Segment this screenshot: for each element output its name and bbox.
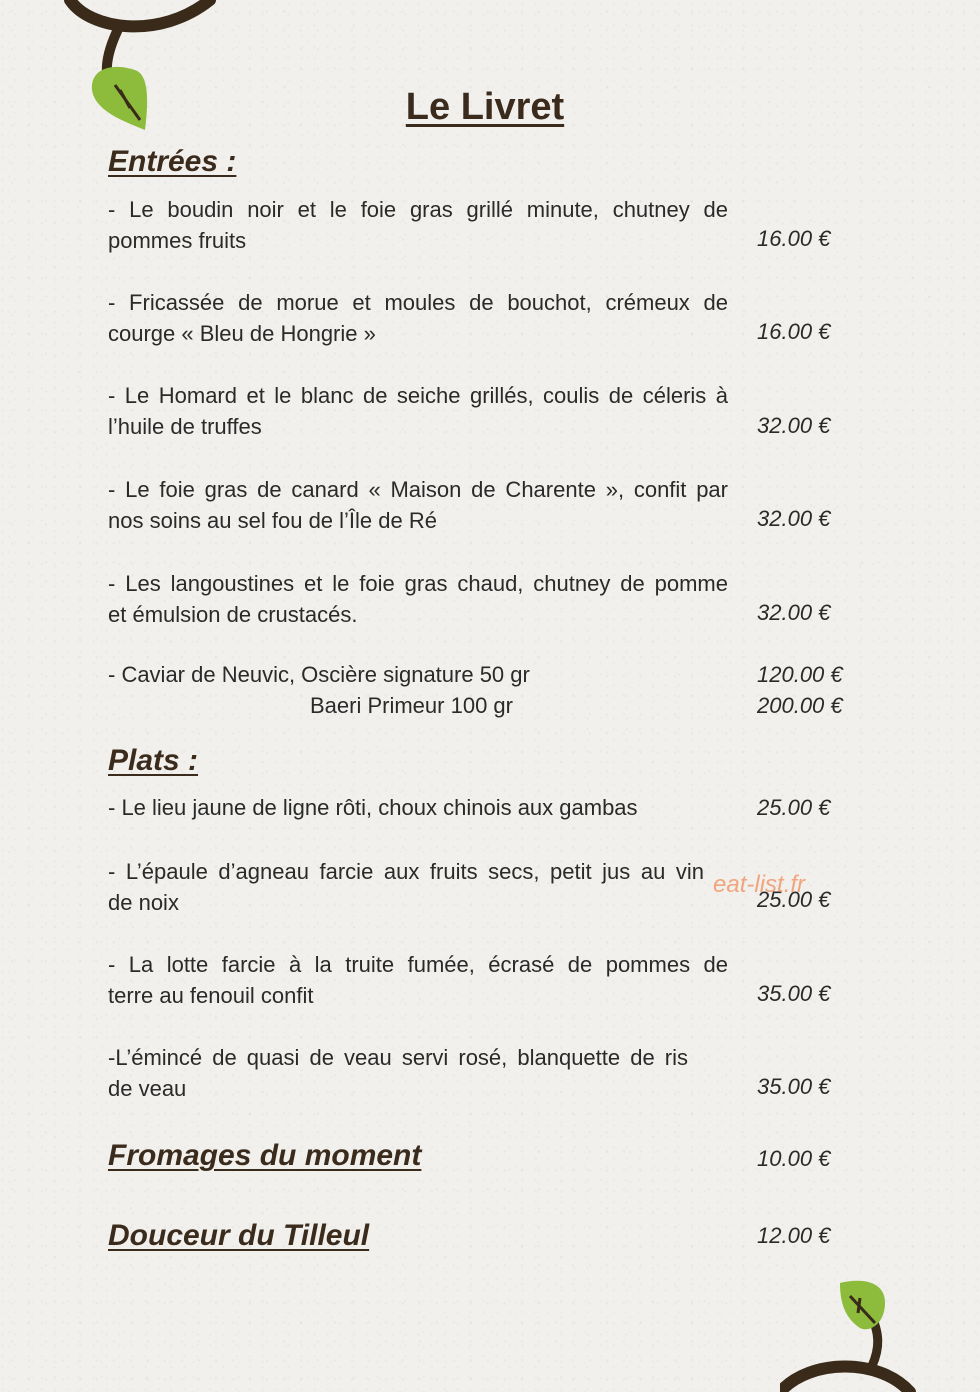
dish-caviar-line-2: Baeri Primeur 100 gr bbox=[310, 693, 513, 718]
price-caviar-1: 120.00 € bbox=[757, 662, 843, 687]
price-fromages: 10.00 € bbox=[757, 1146, 831, 1171]
price-plat-1: 25.00 € bbox=[757, 795, 831, 820]
section-heading-fromages: Fromages du moment bbox=[108, 1139, 422, 1172]
dish-entree-1: - Le boudin noir et le foie gras grillé minute, chutney de pommes fruits bbox=[108, 197, 728, 253]
price-entree-4: 32.00 € bbox=[757, 506, 831, 531]
price-plat-3: 35.00 € bbox=[757, 981, 831, 1006]
dish-plat-1: - Le lieu jaune de ligne rôti, choux chinois aux gambas bbox=[108, 795, 638, 820]
price-entree-3: 32.00 € bbox=[757, 413, 831, 438]
price-douceur: 12.00 € bbox=[757, 1223, 831, 1248]
page-title: Le Livret bbox=[405, 86, 565, 128]
section-heading-plats: Plats : bbox=[108, 744, 199, 777]
dish-entree-2: - Fricassée de morue et moules de bouchot, crémeux de courge « Bleu de Hongrie » bbox=[108, 290, 728, 346]
price-entree-1: 16.00 € bbox=[757, 226, 831, 251]
price-caviar-2: 200.00 € bbox=[757, 693, 843, 718]
dish-plat-3: - La lotte farcie à la truite fumée, écrasé de pommes de terre au fenouil confit bbox=[108, 952, 728, 1008]
price-plat-4: 35.00 € bbox=[757, 1074, 831, 1099]
dish-entree-4: - Le foie gras de canard « Maison de Charente », confit par nos soins au sel fou de l’Île de Ré bbox=[108, 477, 728, 533]
dish-entree-3: - Le Homard et le blanc de seiche grillés, coulis de céleris à l’huile de truffes bbox=[108, 383, 728, 439]
watermark-text: eat-list.fr bbox=[713, 871, 806, 898]
dish-plat-2: - L’épaule d’agneau farcie aux fruits secs, petit jus au vin de noix bbox=[108, 859, 704, 915]
dish-caviar-line-1: - Caviar de Neuvic, Oscière signature 50 gr bbox=[108, 662, 530, 687]
price-entree-5: 32.00 € bbox=[757, 600, 831, 625]
tree-branch-leaf-bottom-icon bbox=[780, 1278, 980, 1392]
section-heading-douceur: Douceur du Tilleul bbox=[108, 1219, 370, 1252]
dish-plat-4: -L’émincé de quasi de veau servi rosé, blanquette de ris de veau bbox=[108, 1045, 688, 1101]
section-heading-entrees: Entrées : bbox=[108, 145, 237, 178]
price-plat-2: 25.00 € bbox=[757, 887, 831, 912]
dish-entree-5: - Les langoustines et le foie gras chaud, chutney de pomme et émulsion de crustacés. bbox=[108, 571, 728, 627]
price-entree-2: 16.00 € bbox=[757, 319, 831, 344]
